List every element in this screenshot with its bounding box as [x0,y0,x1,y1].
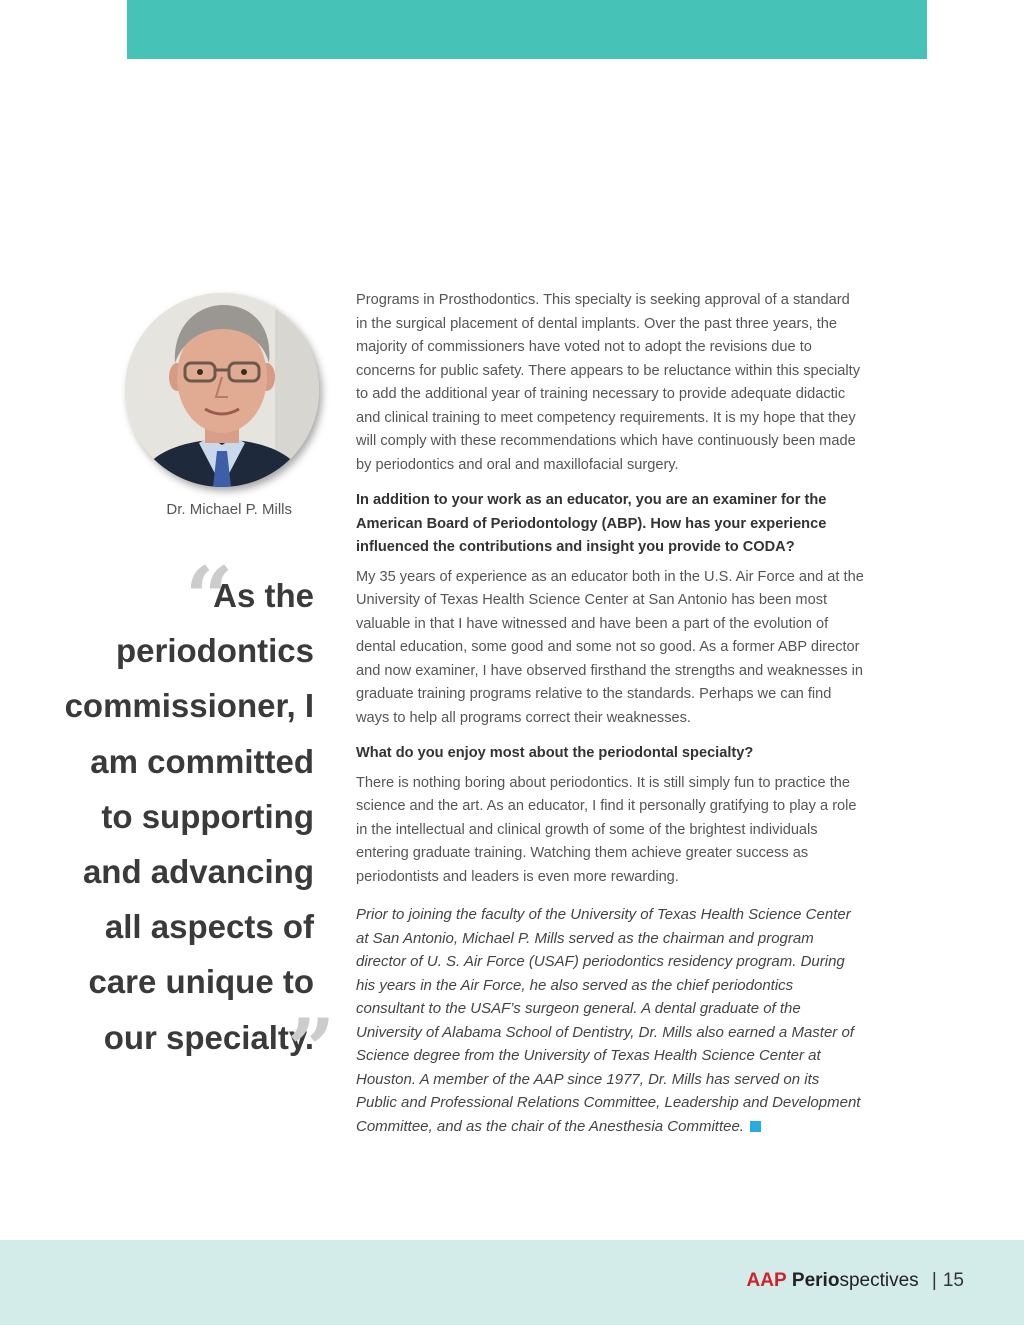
page-number: 15 [942,1270,964,1291]
footer-separator: | [931,1270,937,1291]
interview-question: What do you enjoy most about the periodontal specialty? [356,745,754,761]
article-column [356,289,864,1138]
pull-quote-line: periodontics [115,632,314,670]
author-bio-text: Prior to joining the faculty of the University of Texas Health Science Center at San Antonio, Michael P. Mills served as the chairman and program director of U. S. Air Force (USAF) periodontics residency program. During his years in the Air Force, he also served as the chief periodontics consultant to the USAF’s surgeon general. A dental graduate of the University of Alabama School of Dentistry, Dr. Mills also earned a Master of Science degree from the University of Texas Health Science Center at Houston. A member of the AAP since 1977, Dr. Mills has served on its Public and Professional Relations Committee, Leadership and Development Committee, and as the chair of the Anesthesia Committee. [356,906,861,1135]
pull-quote [40,568,314,1065]
interview-answer: There is nothing boring about periodontics. It is still simply fun to practice the science and the art. As an educator, I find it personally gratifying to play a role in the intellectual and clinical growth of some of the brightest individuals entering graduate training. Watching them achieve greater success as periodontists and leaders is even more rewarding. [356,774,857,885]
brand-spectives: spectives [839,1270,919,1291]
pull-quote-line: all aspects of [104,908,314,946]
pull-quote-line: and advancing [82,853,314,891]
close-quote-mark: ” [287,1000,336,1099]
interview-question: In addition to your work as an educator, you are an examiner for the American Board of Periodontology (ABP). How has your experience influenced the contributions and insight you provide to CODA? [356,492,827,555]
pull-quote-line: to supporting [101,797,314,835]
pull-quote-line: our specialty. [103,1018,314,1056]
pull-quote-line: commissioner, I [64,687,314,725]
portrait-photo [125,293,319,487]
end-of-article-icon [750,1121,761,1132]
pull-quote-line: care unique to [88,963,314,1001]
photo-caption: Dr. Michael P. Mills [166,501,292,518]
portrait-illustration [125,293,319,487]
interview-answer: My 35 years of experience as an educator both in the U.S. Air Force and at the University of Texas Health Science Center at San Antonio has been most valuable in that I have witnessed and have been a part of the evolution of dental education, some good and some not so good. As a former ABP director and now examiner, I have observed firsthand the strengths and weaknesses in graduate training programs relative to the standards. Perhaps we can find ways to help all programs correct their weaknesses. [356,568,864,726]
open-quote-mark: “ [185,548,234,647]
author-bio [356,903,864,1138]
top-accent-bar [127,0,927,59]
article-paragraph: Programs in Prosthodontics. This specialty is seeking approval of a standard in the surgical placement of dental implants. Over the past three years, the majority of commissioners have voted not to adopt the revisions due to concerns for public safety. There appears to be reluctance within this specialty to add the additional year of training necessary to provide adequate didactic and clinical training to meet competency requirements. It is my hope that they will comply with these recommendations which have continuously been made by periodontics and oral and maxillofacial surgery. [356,292,861,473]
pull-quote-line: As the [213,577,314,614]
footer-branding [747,1270,965,1292]
brand-perio: Perio [791,1270,840,1291]
brand-aap: AAP [746,1270,787,1291]
pull-quote-line: am committed [90,742,314,780]
